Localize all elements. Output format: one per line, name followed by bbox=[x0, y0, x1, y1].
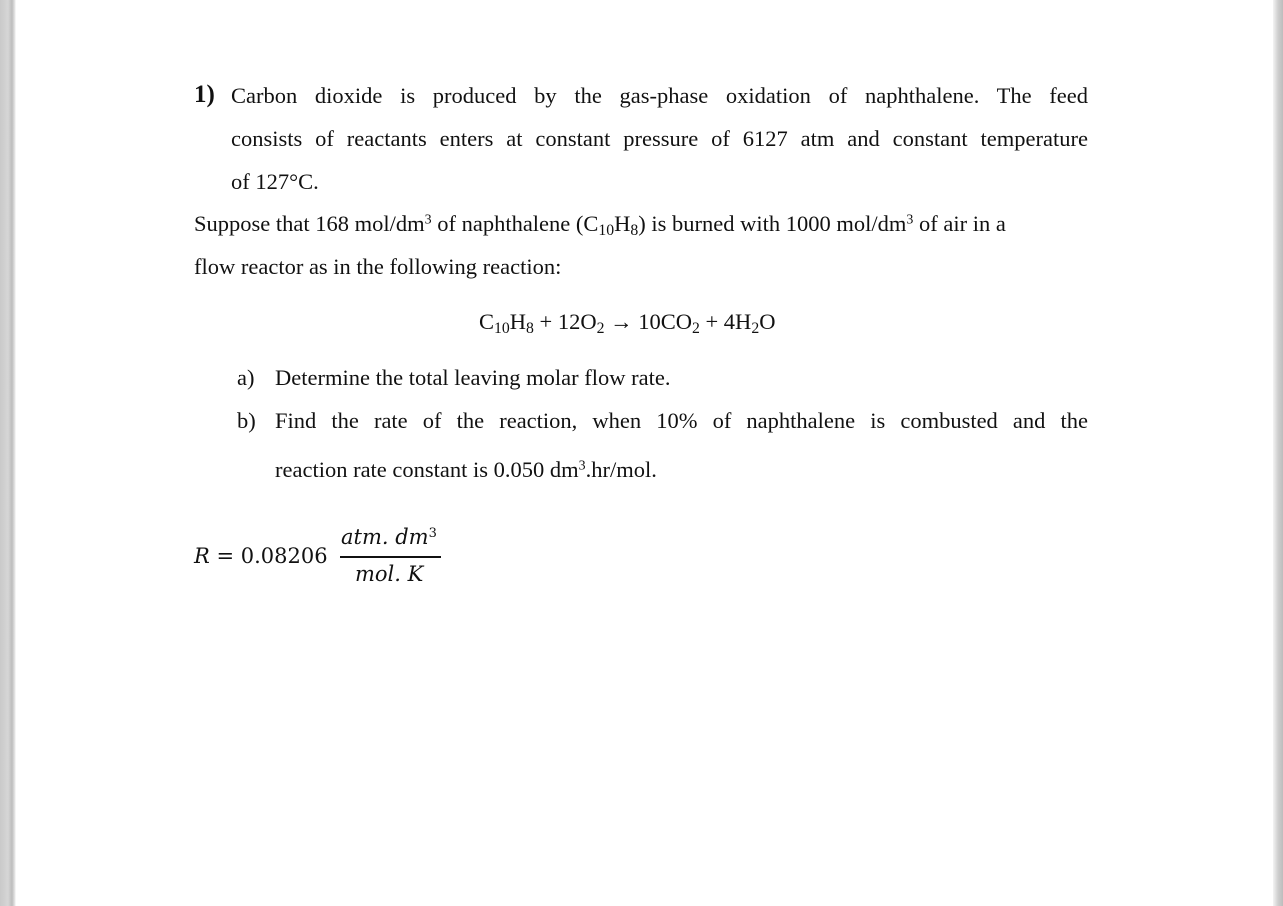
reaction-h2o-subscript: 2 bbox=[751, 319, 760, 337]
item-a-text: Determine the total leaving molar flow rate. bbox=[275, 365, 671, 390]
suppose-text-h: H bbox=[614, 211, 631, 236]
item-b-text-b: .hr/mol. bbox=[585, 457, 657, 482]
numerator-text: atm. dm bbox=[341, 525, 429, 549]
reaction-h-subscript: 8 bbox=[526, 319, 534, 337]
subscript-10: 10 bbox=[598, 221, 615, 239]
item-b-text-line-2 bbox=[275, 455, 657, 485]
gas-constant-denominator bbox=[355, 561, 423, 587]
denominator-text: mol. K bbox=[355, 562, 424, 586]
left-window-border bbox=[0, 0, 16, 906]
gas-constant-value: = 0.08206 bbox=[216, 544, 328, 568]
reaction-co2-subscript: 2 bbox=[691, 319, 700, 337]
reaction-o2: + 12O bbox=[533, 309, 597, 334]
reaction-c-subscript: 10 bbox=[494, 319, 510, 337]
gas-constant-numerator bbox=[341, 524, 437, 550]
reaction-c: C bbox=[479, 309, 495, 334]
reaction-equation bbox=[479, 307, 775, 337]
gas-constant-symbol: R bbox=[194, 544, 210, 568]
question-intro-line-2: consists of reactants enters at constant pressure of 6127 atm and constant temperature bbox=[231, 126, 1088, 151]
suppose-text-a: Suppose that 168 mol/dm bbox=[194, 211, 425, 236]
reaction-h: H bbox=[509, 309, 527, 334]
suppose-line-1 bbox=[194, 209, 1006, 239]
reaction-h2o: + 4H bbox=[699, 309, 752, 334]
suppose-text-b: of naphthalene (C bbox=[431, 211, 599, 236]
question-number: 1) bbox=[194, 81, 215, 108]
suppose-line-2: flow reactor as in the following reaction: bbox=[194, 254, 562, 279]
item-b-label: b) bbox=[237, 408, 256, 433]
reaction-o-end: O bbox=[759, 309, 776, 334]
item-b-text-line-1: Find the rate of the reaction, when 10% of naphthalene is combusted and the bbox=[275, 408, 1088, 433]
fraction-bar bbox=[340, 556, 441, 558]
reaction-o2-subscript: 2 bbox=[596, 319, 605, 337]
numerator-superscript: 3 bbox=[428, 525, 437, 541]
question-intro-line-1: Carbon dioxide is produced by the gas-phase oxidation of naphthalene. The feed bbox=[231, 83, 1088, 108]
item-a-label: a) bbox=[237, 365, 255, 390]
right-window-border bbox=[1273, 0, 1283, 906]
superscript-3-second: 3 bbox=[906, 212, 914, 228]
subscript-8: 8 bbox=[630, 221, 639, 239]
item-b-text-a: reaction rate constant is 0.050 dm bbox=[275, 457, 579, 482]
question-intro-line-3: of 127°C. bbox=[231, 169, 319, 194]
gas-constant-lhs bbox=[194, 543, 328, 569]
superscript-3: 3 bbox=[424, 212, 432, 228]
suppose-text-d: of air in a bbox=[913, 211, 1006, 236]
item-b-superscript-3: 3 bbox=[578, 458, 586, 474]
suppose-text-c: ) is burned with 1000 mol/dm bbox=[638, 211, 907, 236]
reaction-arrow-co2: → 10CO bbox=[604, 309, 692, 334]
